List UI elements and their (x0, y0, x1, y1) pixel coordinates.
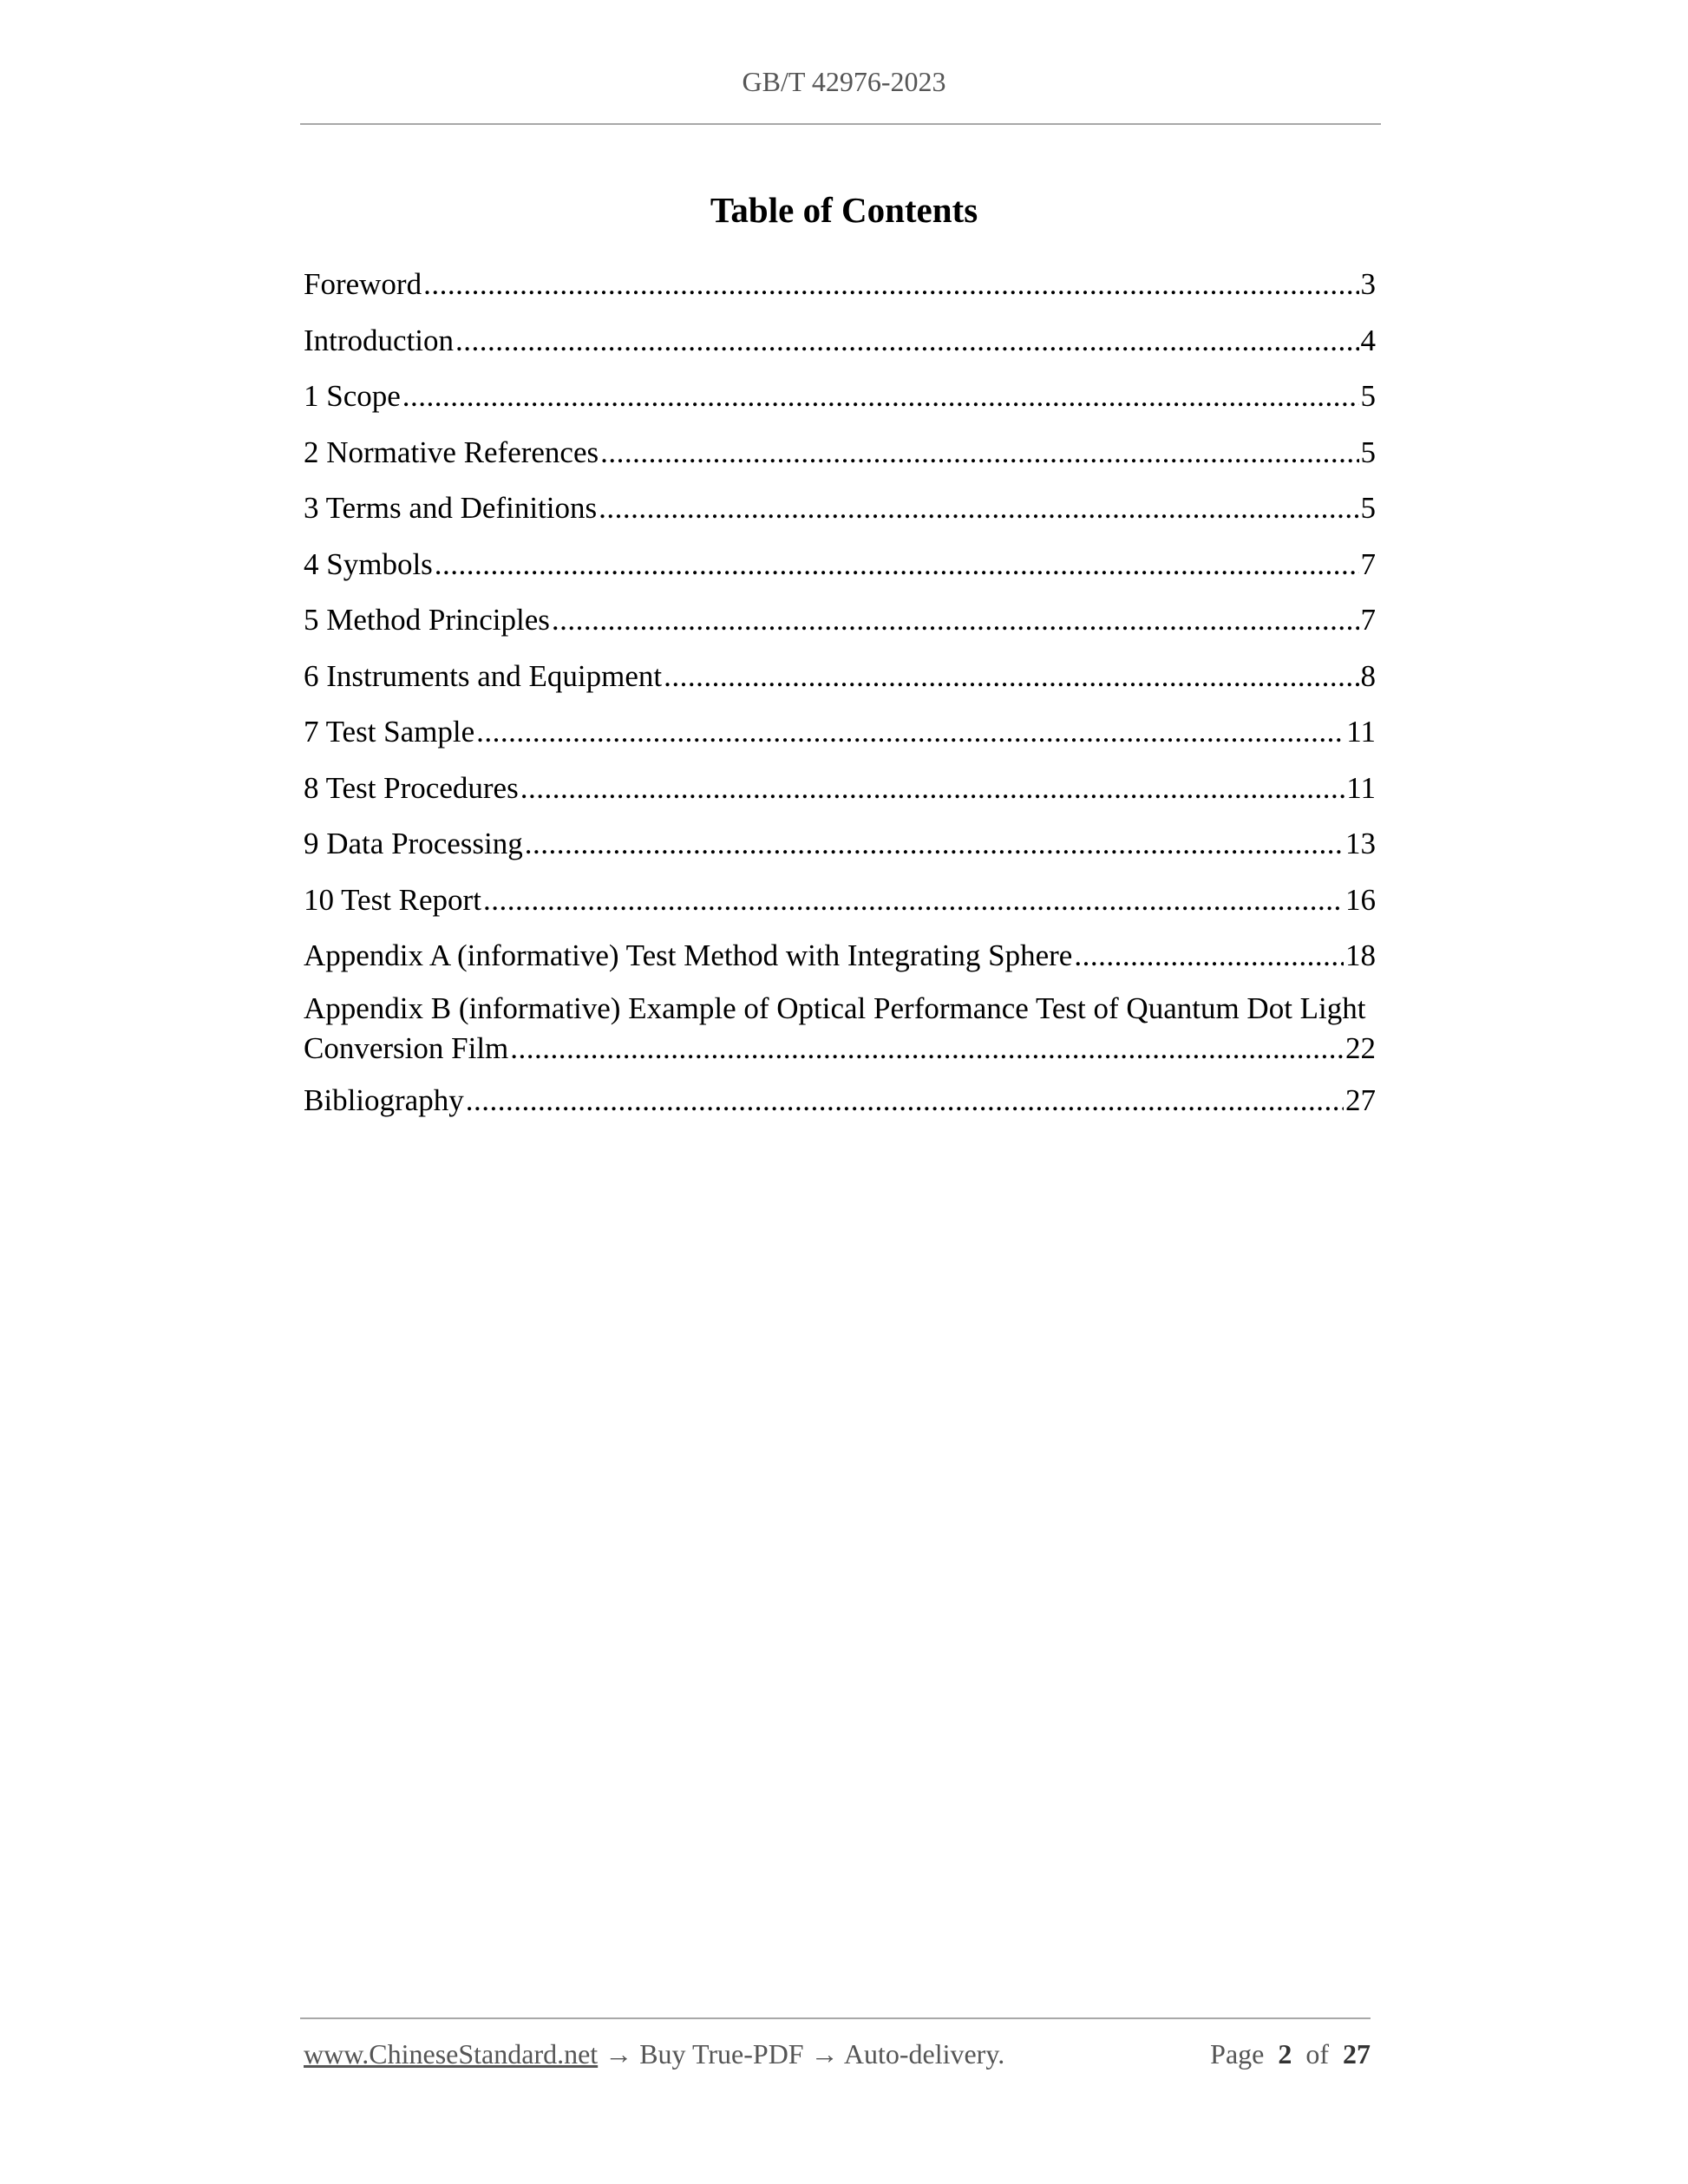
current-page: 2 (1278, 2038, 1292, 2070)
buy-true-pdf-text: Buy True-PDF (639, 2038, 804, 2070)
dot-leader (402, 379, 1359, 414)
toc-entry-appendix-a[interactable] (304, 938, 1376, 995)
dot-leader (1074, 938, 1344, 973)
toc-entry-page: 22 (1345, 1030, 1376, 1065)
toc-entry-page: 18 (1345, 938, 1376, 972)
toc-entry-label: 10 Test Report (304, 882, 481, 917)
toc-entry-method-principles[interactable] (304, 603, 1376, 659)
toc-entry-test-procedures[interactable] (304, 771, 1376, 827)
dot-leader (599, 491, 1358, 526)
toc-entry-foreword[interactable] (304, 267, 1376, 324)
toc-entry-label: 2 Normative References (304, 435, 599, 469)
toc-entry-test-sample[interactable] (304, 715, 1376, 771)
dot-leader (520, 771, 1345, 806)
toc-entry-page: 16 (1345, 882, 1376, 917)
toc-entry-page: 4 (1360, 323, 1376, 357)
footer-divider (300, 2017, 1371, 2019)
toc-entry-page: 7 (1360, 603, 1376, 637)
toc-entry-symbols[interactable] (304, 547, 1376, 604)
toc-entry-page: 11 (1346, 770, 1376, 805)
dot-leader (483, 883, 1344, 918)
toc-entry-page: 3 (1360, 267, 1376, 301)
header-divider (300, 123, 1381, 125)
dot-leader (525, 827, 1344, 861)
toc-entry-page: 11 (1346, 715, 1376, 749)
of-word: of (1305, 2038, 1329, 2070)
toc-entry-label: 7 Test Sample (304, 715, 475, 749)
toc-title: Table of Contents (710, 190, 978, 230)
toc-entry-label: 1 Scope (304, 379, 401, 413)
toc-entry-label: Appendix A (informative) Test Method with Integrating Sphere (304, 938, 1073, 972)
footer-promo (304, 2038, 1004, 2070)
dot-leader (600, 435, 1358, 470)
toc-entry-label: 6 Instruments and Equipment (304, 658, 663, 693)
toc-entry-page: 5 (1360, 435, 1376, 469)
toc-entry-label: 3 Terms and Definitions (304, 491, 598, 525)
dot-leader (664, 659, 1358, 694)
toc-entry-label: 4 Symbols (304, 546, 433, 581)
dot-leader (455, 324, 1358, 358)
toc-entry-scope[interactable] (304, 379, 1376, 435)
toc-entry-line2 (304, 1029, 1376, 1069)
toc-entry-data-processing[interactable] (304, 827, 1376, 883)
toc-entry-normative-references[interactable] (304, 435, 1376, 492)
table-of-contents (304, 267, 1376, 1139)
toc-entry-label: Introduction (304, 323, 455, 357)
total-pages: 27 (1343, 2038, 1371, 2070)
toc-entry-page: 5 (1360, 491, 1376, 525)
toc-entry-page: 8 (1360, 658, 1376, 693)
page-word: Page (1210, 2038, 1265, 2070)
toc-entry-label: 8 Test Procedures (304, 770, 519, 805)
dot-leader (466, 1083, 1344, 1118)
toc-entry-introduction[interactable] (304, 324, 1376, 380)
toc-entry-page: 13 (1345, 827, 1376, 860)
toc-entry-page: 27 (1345, 1082, 1376, 1117)
auto-delivery-text: Auto-delivery. (843, 2038, 1005, 2070)
page-number (1210, 2038, 1371, 2070)
toc-entry-label-line1: Appendix B (informative) Example of Optical Performance Test of Quantum Dot Light (304, 991, 1366, 1025)
toc-entry-label: Foreword (304, 267, 422, 301)
document-header: GB/T 42976-2023 (742, 66, 946, 97)
toc-entry-terms-and-definitions[interactable] (304, 491, 1376, 547)
dot-leader (552, 603, 1359, 638)
toc-entry-label-line2: Conversion Film (304, 1030, 509, 1065)
toc-entry-appendix-b[interactable] (304, 989, 1376, 1083)
toc-entry-page: 7 (1360, 546, 1376, 581)
arrow-right-icon: → (810, 2038, 839, 2070)
dot-leader (435, 547, 1359, 582)
toc-entry-bibliography[interactable] (304, 1083, 1376, 1140)
toc-entry-test-report[interactable] (304, 883, 1376, 939)
website-link[interactable]: www.ChineseStandard.net (304, 2038, 599, 2070)
toc-entry-instruments-and-equipment[interactable] (304, 659, 1376, 716)
dot-leader (423, 267, 1358, 302)
toc-entry-label: 9 Data Processing (304, 827, 523, 860)
dot-leader (476, 715, 1345, 749)
page-footer (304, 2038, 1371, 2070)
toc-entry-label: Bibliography (304, 1082, 464, 1117)
toc-entry-page: 5 (1360, 379, 1376, 413)
arrow-right-icon: → (605, 2038, 633, 2070)
dot-leader (510, 1029, 1344, 1069)
toc-entry-label: 5 Method Principles (304, 603, 550, 637)
